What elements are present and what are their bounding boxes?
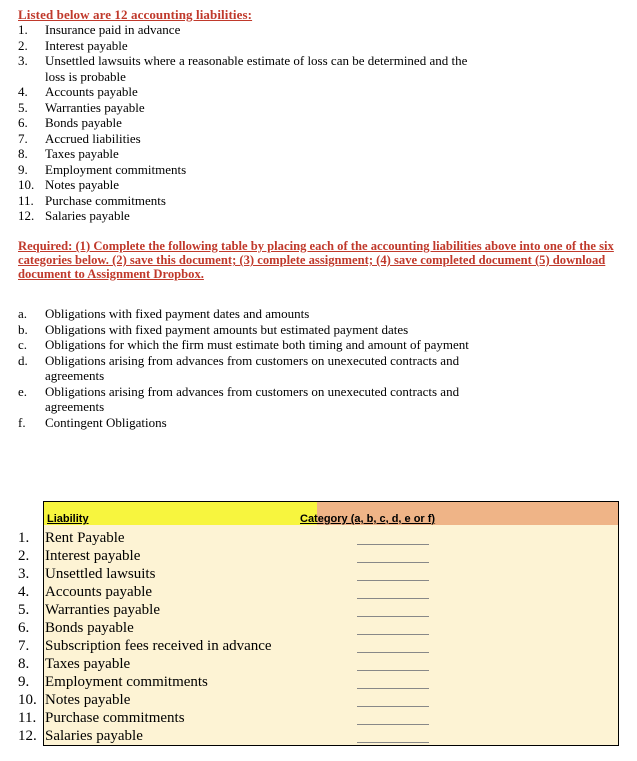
list-item xyxy=(18,115,618,131)
item-text: Notes payable xyxy=(45,177,120,192)
table-row xyxy=(18,583,272,601)
item-text: Interest payable xyxy=(45,37,128,53)
item-text: Warranties payable xyxy=(45,99,145,115)
row-liability: Taxes payable xyxy=(45,656,131,672)
item-text: Accrued liabilities xyxy=(45,130,141,146)
row-liability: Salaries payable xyxy=(45,728,143,744)
item-text: Purchase commitments xyxy=(45,192,166,208)
table-header xyxy=(44,502,618,525)
table-row xyxy=(18,565,272,583)
category-letter: f. xyxy=(18,414,26,430)
row-liability: Interest payable xyxy=(45,548,141,564)
item-text: Accounts payable xyxy=(45,84,138,99)
row-liability: Accounts payable xyxy=(45,584,153,600)
category-text: Obligations arising from advances from customers on unexecuted contracts and agreements xyxy=(45,352,460,383)
category-letter: a. xyxy=(18,306,28,321)
item-number: 10. xyxy=(18,177,35,192)
category-answer-blank[interactable] xyxy=(357,688,429,689)
table-row xyxy=(18,709,272,727)
item-number: 4. xyxy=(18,84,28,99)
category-text: Obligations with fixed payment dates and amounts xyxy=(45,306,310,321)
row-number: 4. xyxy=(18,584,30,600)
table-rows xyxy=(18,529,272,745)
category-text: Contingent Obligations xyxy=(45,414,167,430)
list-item xyxy=(18,177,618,193)
list-item xyxy=(18,193,618,209)
item-number: 6. xyxy=(18,115,28,130)
row-liability: Employment commitments xyxy=(45,674,208,690)
category-answer-blank[interactable] xyxy=(357,580,429,581)
category-answer-blank[interactable] xyxy=(357,724,429,725)
item-text: Unsettled lawsuits where a reasonable estimate of loss can be determined and the loss is probable xyxy=(45,53,468,84)
table-row xyxy=(18,529,272,547)
categories-list xyxy=(18,306,618,430)
item-text: Salaries payable xyxy=(45,208,130,223)
item-number: 5. xyxy=(18,99,28,115)
table-row xyxy=(18,673,272,691)
row-liability: Rent Payable xyxy=(45,530,125,546)
category-item xyxy=(18,384,618,415)
row-number: 5. xyxy=(18,602,30,618)
column-header-category: Category (a, b, c, d, e or f) xyxy=(300,513,436,525)
liabilities-heading: Listed below are 12 accounting liabilities: xyxy=(18,7,253,22)
category-answer-blank[interactable] xyxy=(357,616,429,617)
category-answer-blank[interactable] xyxy=(357,706,429,707)
category-item xyxy=(18,353,618,384)
category-item xyxy=(18,306,618,322)
list-item xyxy=(18,146,618,162)
list-item xyxy=(18,162,618,178)
table-row xyxy=(18,691,272,709)
category-letter: d. xyxy=(18,352,28,368)
table-row xyxy=(18,547,272,565)
row-liability: Purchase commitments xyxy=(45,710,185,726)
item-number: 8. xyxy=(18,146,28,161)
list-item xyxy=(18,131,618,147)
list-item xyxy=(18,84,618,100)
item-text: Insurance paid in advance xyxy=(45,22,181,37)
category-text: Obligations for which the firm must estimate both timing and amount of payment xyxy=(45,337,469,352)
category-text: Obligations with fixed payment amounts but estimated payment dates xyxy=(45,321,409,337)
list-item xyxy=(18,38,618,54)
category-answer-blank[interactable] xyxy=(357,742,429,743)
row-number: 1. xyxy=(18,530,30,546)
item-number: 7. xyxy=(18,130,28,146)
required-instructions: Required: (1) Complete the following table by placing each of the accounting liabilities above into one of the six categories below. (2) save this document; (3) complete assignment; (4) save completed document (5) download document to Assignment Dropbox. xyxy=(18,239,614,281)
row-number: 11. xyxy=(18,710,37,726)
category-item xyxy=(18,322,618,338)
item-text: Taxes payable xyxy=(45,146,119,161)
item-text: Bonds payable xyxy=(45,115,122,130)
table-row xyxy=(18,637,272,655)
row-liability: Notes payable xyxy=(45,692,131,708)
table-row xyxy=(18,619,272,637)
category-answer-blank[interactable] xyxy=(357,562,429,563)
item-number: 3. xyxy=(18,53,28,68)
row-liability: Unsettled lawsuits xyxy=(45,566,156,582)
row-liability: Bonds payable xyxy=(45,620,134,636)
category-letter: e. xyxy=(18,383,28,399)
list-item xyxy=(18,208,618,224)
category-answer-blank[interactable] xyxy=(357,544,429,545)
column-header-liability: Liability xyxy=(47,513,89,525)
category-letter: c. xyxy=(18,337,28,352)
list-item xyxy=(18,22,618,38)
list-item xyxy=(18,53,618,84)
row-number: 8. xyxy=(18,656,30,672)
liabilities-list xyxy=(18,22,618,224)
item-number: 9. xyxy=(18,161,28,177)
table-row xyxy=(18,601,272,619)
row-number: 3. xyxy=(18,566,30,582)
row-liability: Warranties payable xyxy=(45,602,160,618)
row-number: 10. xyxy=(18,692,37,708)
category-answer-blank[interactable] xyxy=(357,598,429,599)
item-text: Employment commitments xyxy=(45,161,187,177)
category-text: Obligations arising from advances from customers on unexecuted contracts and agreements xyxy=(45,383,460,414)
category-item xyxy=(18,337,618,353)
item-number: 12. xyxy=(18,208,35,223)
table-row xyxy=(18,727,272,745)
row-number: 6. xyxy=(18,620,30,636)
table-row xyxy=(18,655,272,673)
item-number: 2. xyxy=(18,37,28,53)
row-liability: Subscription fees received in advance xyxy=(45,638,272,654)
item-number: 11. xyxy=(18,192,34,208)
row-number: 2. xyxy=(18,548,30,564)
item-number: 1. xyxy=(18,22,28,37)
category-item xyxy=(18,415,618,431)
row-number: 9. xyxy=(18,674,30,690)
category-answer-blank[interactable] xyxy=(357,670,429,671)
row-number: 12. xyxy=(18,728,37,744)
list-item xyxy=(18,100,618,116)
category-answer-blank[interactable] xyxy=(357,652,429,653)
row-number: 7. xyxy=(18,638,30,654)
category-letter: b. xyxy=(18,321,28,337)
category-answer-blank[interactable] xyxy=(357,634,429,635)
